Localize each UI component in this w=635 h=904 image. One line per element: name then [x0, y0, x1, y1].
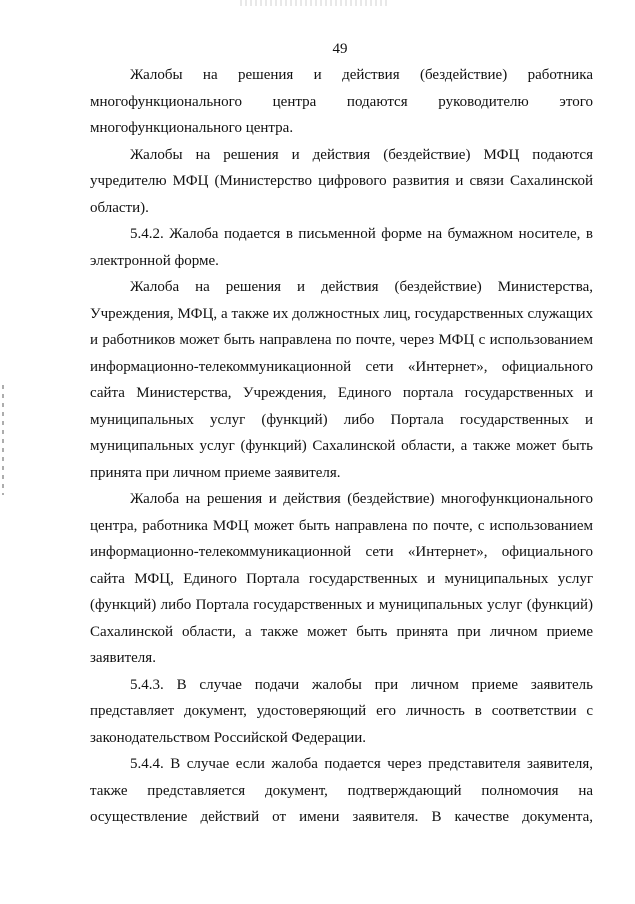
paragraph-5: Жалоба на решения и действия (бездействие) многофункционального центра, работника МФЦ может быть направлена по почте, с использованием информационно-телекоммуникационной сети «Интернет», официального сайта МФЦ, Единого Портала государственных и муниципальных услуг (функций) либо Портала государственных и муниципальных услуг (функций) Сахалинской области, а также может быть принята при личном приеме заявителя. — [90, 491, 593, 666]
document-body — [90, 62, 593, 831]
paragraph-3: 5.4.2. Жалоба подается в письменной форме на бумажном носителе, в электронной форме. — [90, 226, 593, 269]
scan-artifact — [240, 0, 390, 6]
paragraph-4: Жалоба на решения и действия (бездействие) Министерства, Учреждения, МФЦ, а также их должностных лиц, государственных служащих и работников может быть направлена по почте, через МФЦ с использованием информационно-телекоммуникационной сети «Интернет», официального сайта Министерства, Учреждения, Единого портала государственных и муниципальных услуг (функций) либо Портала государственных и муниципальных услуг (функций) Сахалинской области, а также может быть принята при личном приеме заявителя. — [90, 279, 593, 481]
paragraph-2: Жалобы на решения и действия (бездействие) МФЦ подаются учредителю МФЦ (Министерство цифрового развития и связи Сахалинской области). — [90, 146, 593, 216]
paragraph-6: 5.4.3. В случае подачи жалобы при личном приеме заявитель представляет документ, удостоверяющий его личность в соответствии с законодательством Российской Федерации. — [90, 676, 593, 746]
page-number: 49 — [332, 41, 348, 57]
paragraph-7: 5.4.4. В случае если жалоба подается через представителя заявителя, также представляется документ, подтверждающий полномочия на осуществление действий от имени заявителя. В качестве документа, — [90, 756, 593, 825]
paragraph-1: Жалобы на решения и действия (бездействие) работника многофункционального центра подаются руководителю этого многофункционального центра. — [90, 67, 593, 136]
scan-edge-artifact — [2, 385, 4, 495]
